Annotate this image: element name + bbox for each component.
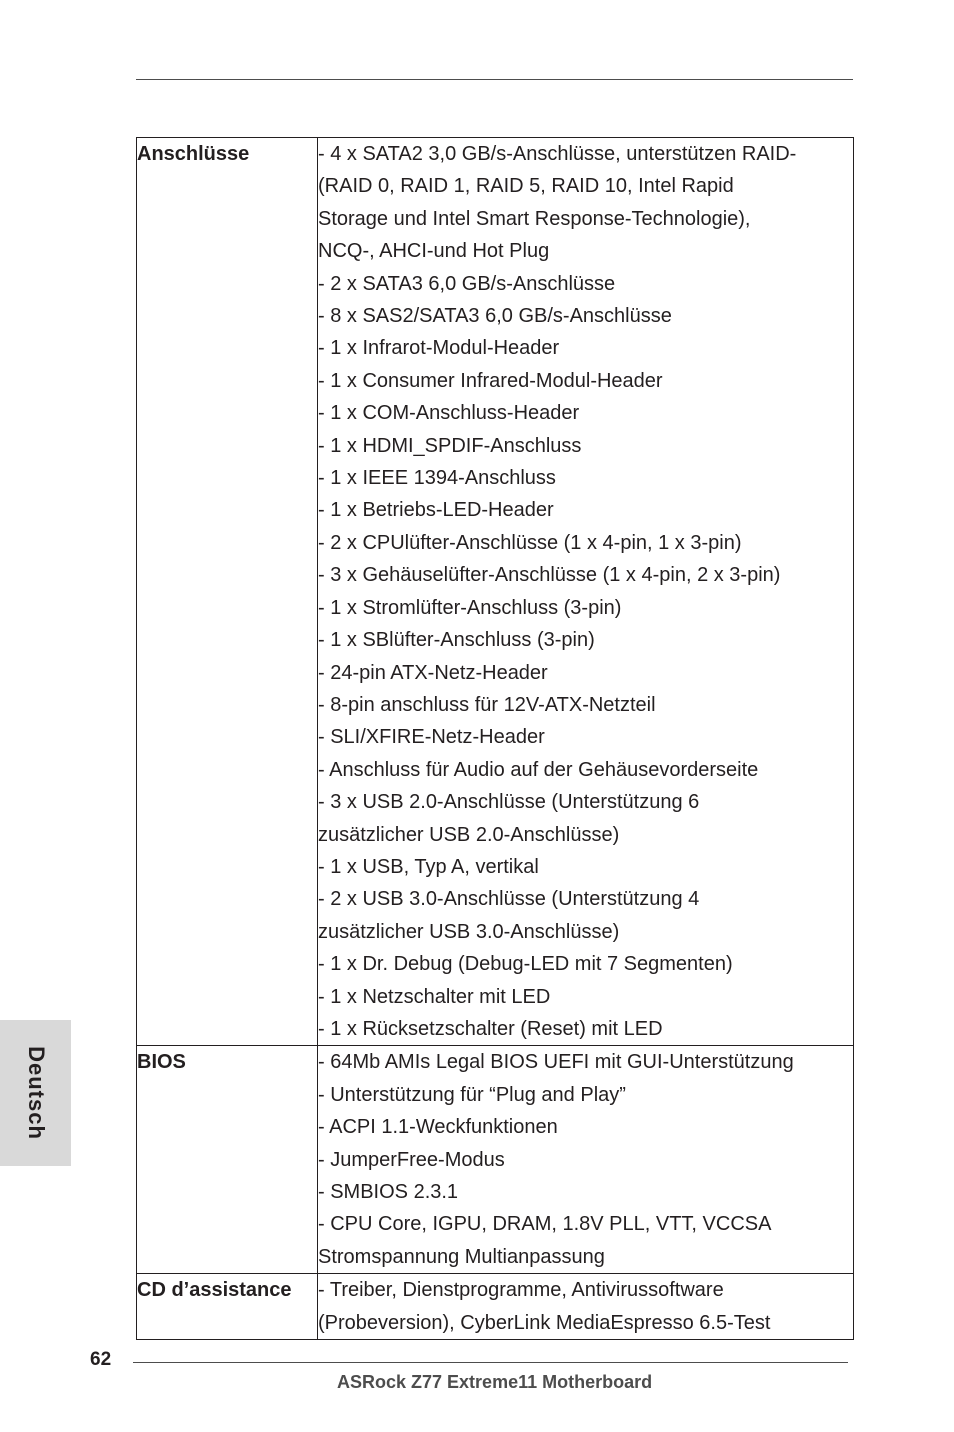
header-rule [136,79,853,80]
list-item: - SMBIOS 2.3.1 [318,1181,459,1203]
list-item: - 3 x USB 2.0-Anschlüsse (Unterstützung 6 [318,791,700,814]
list-item: - 1 x SBlüfter-Anschluss (3-pin) [318,629,595,652]
list-item: - 3 x Gehäuselüfter-Anschlüsse (1 x 4-pin, 2 x 3-pin) [318,564,781,587]
footer-rule [133,1362,848,1363]
list-item: - 1 x Betriebs-LED-Header [318,499,554,522]
list-item: - 1 x IEEE 1394-Anschluss [318,467,556,490]
list-item: - 1 x COM-Anschluss-Header [318,402,580,425]
list-item: - Treiber, Dienstprogramme, Antivirussoftware [318,1279,724,1302]
list-item: - 2 x USB 3.0-Anschlüsse (Unterstützung 4 [318,888,700,911]
table-row [137,1274,854,1340]
list-item-continuation: Storage und Intel Smart Response-Technologie), [318,207,751,230]
side-tab-label: Deutsch [23,1046,49,1140]
list-item: - 1 x Infrarot-Modul-Header [318,337,560,360]
list-item: - 2 x SATA3 6,0 GB/s-Anschlüsse [318,272,616,295]
list-item: - 2 x CPUlüfter-Anschlüsse (1 x 4-pin, 1 x 3-pin) [318,531,742,554]
row-items [318,1046,854,1274]
list-item-continuation: Stromspannung Multianpassung [318,1245,605,1268]
list-item: - 1 x Netzschalter mit LED [318,985,551,1008]
list-item: - 8-pin anschluss für 12V-ATX-Netzteil [318,693,656,716]
list-item: - 1 x Consumer Infrared-Modul-Header [318,369,663,392]
table-row [137,1046,854,1274]
row-label: BIOS [137,1046,318,1274]
row-items [318,138,854,1046]
spec-table [136,137,854,1340]
list-item: - 1 x Rücksetzschalter (Reset) mit LED [318,1017,663,1040]
list-item: - 1 x Dr. Debug (Debug-LED mit 7 Segmenten) [318,953,733,976]
list-item-continuation: (RAID 0, RAID 1, RAID 5, RAID 10, Intel Rapid [318,175,734,198]
list-item: - 24-pin ATX-Netz-Header [318,661,548,684]
list-item: - 1 x USB, Typ A, vertikal [318,855,539,878]
row-label: Anschlüsse [137,138,318,1046]
row-items [318,1274,854,1340]
list-item: - Unterstützung für “Plug and Play” [318,1083,626,1106]
list-item-continuation: zusätzlicher USB 3.0-Anschlüsse) [318,920,620,943]
page-number: 62 [90,1349,112,1370]
list-item: - Anschluss für Audio auf der Gehäusevorderseite [318,758,759,781]
list-item: - SLI/XFIRE-Netz-Header [318,726,545,749]
footer-title: ASRock Z77 Extreme11 Motherboard [337,1372,653,1392]
list-item: - 1 x Stromlüfter-Anschluss (3-pin) [318,596,622,619]
list-item: - 8 x SAS2/SATA3 6,0 GB/s-Anschlüsse [318,305,672,328]
language-side-tab [0,1020,71,1166]
list-item-continuation: NCQ-, AHCI-und Hot Plug [318,240,550,263]
list-item-continuation: zusätzlicher USB 2.0-Anschlüsse) [318,823,620,846]
row-label: CD d’assistance [137,1274,318,1340]
list-item: - 1 x HDMI_SPDIF-Anschluss [318,434,582,457]
list-item: - 4 x SATA2 3,0 GB/s-Anschlüsse, unterstützen RAID- [318,143,797,165]
list-item: - ACPI 1.1-Weckfunktionen [318,1116,558,1139]
list-item-continuation: (Probeversion), CyberLink MediaEspresso 6.5-Test [318,1311,771,1334]
list-item: - CPU Core, IGPU, DRAM, 1.8V PLL, VTT, VCCSA [318,1213,772,1236]
table-row [137,138,854,1046]
list-item: - 64Mb AMIs Legal BIOS UEFI mit GUI-Unterstützung [318,1051,794,1074]
list-item: - JumperFree-Modus [318,1148,505,1171]
